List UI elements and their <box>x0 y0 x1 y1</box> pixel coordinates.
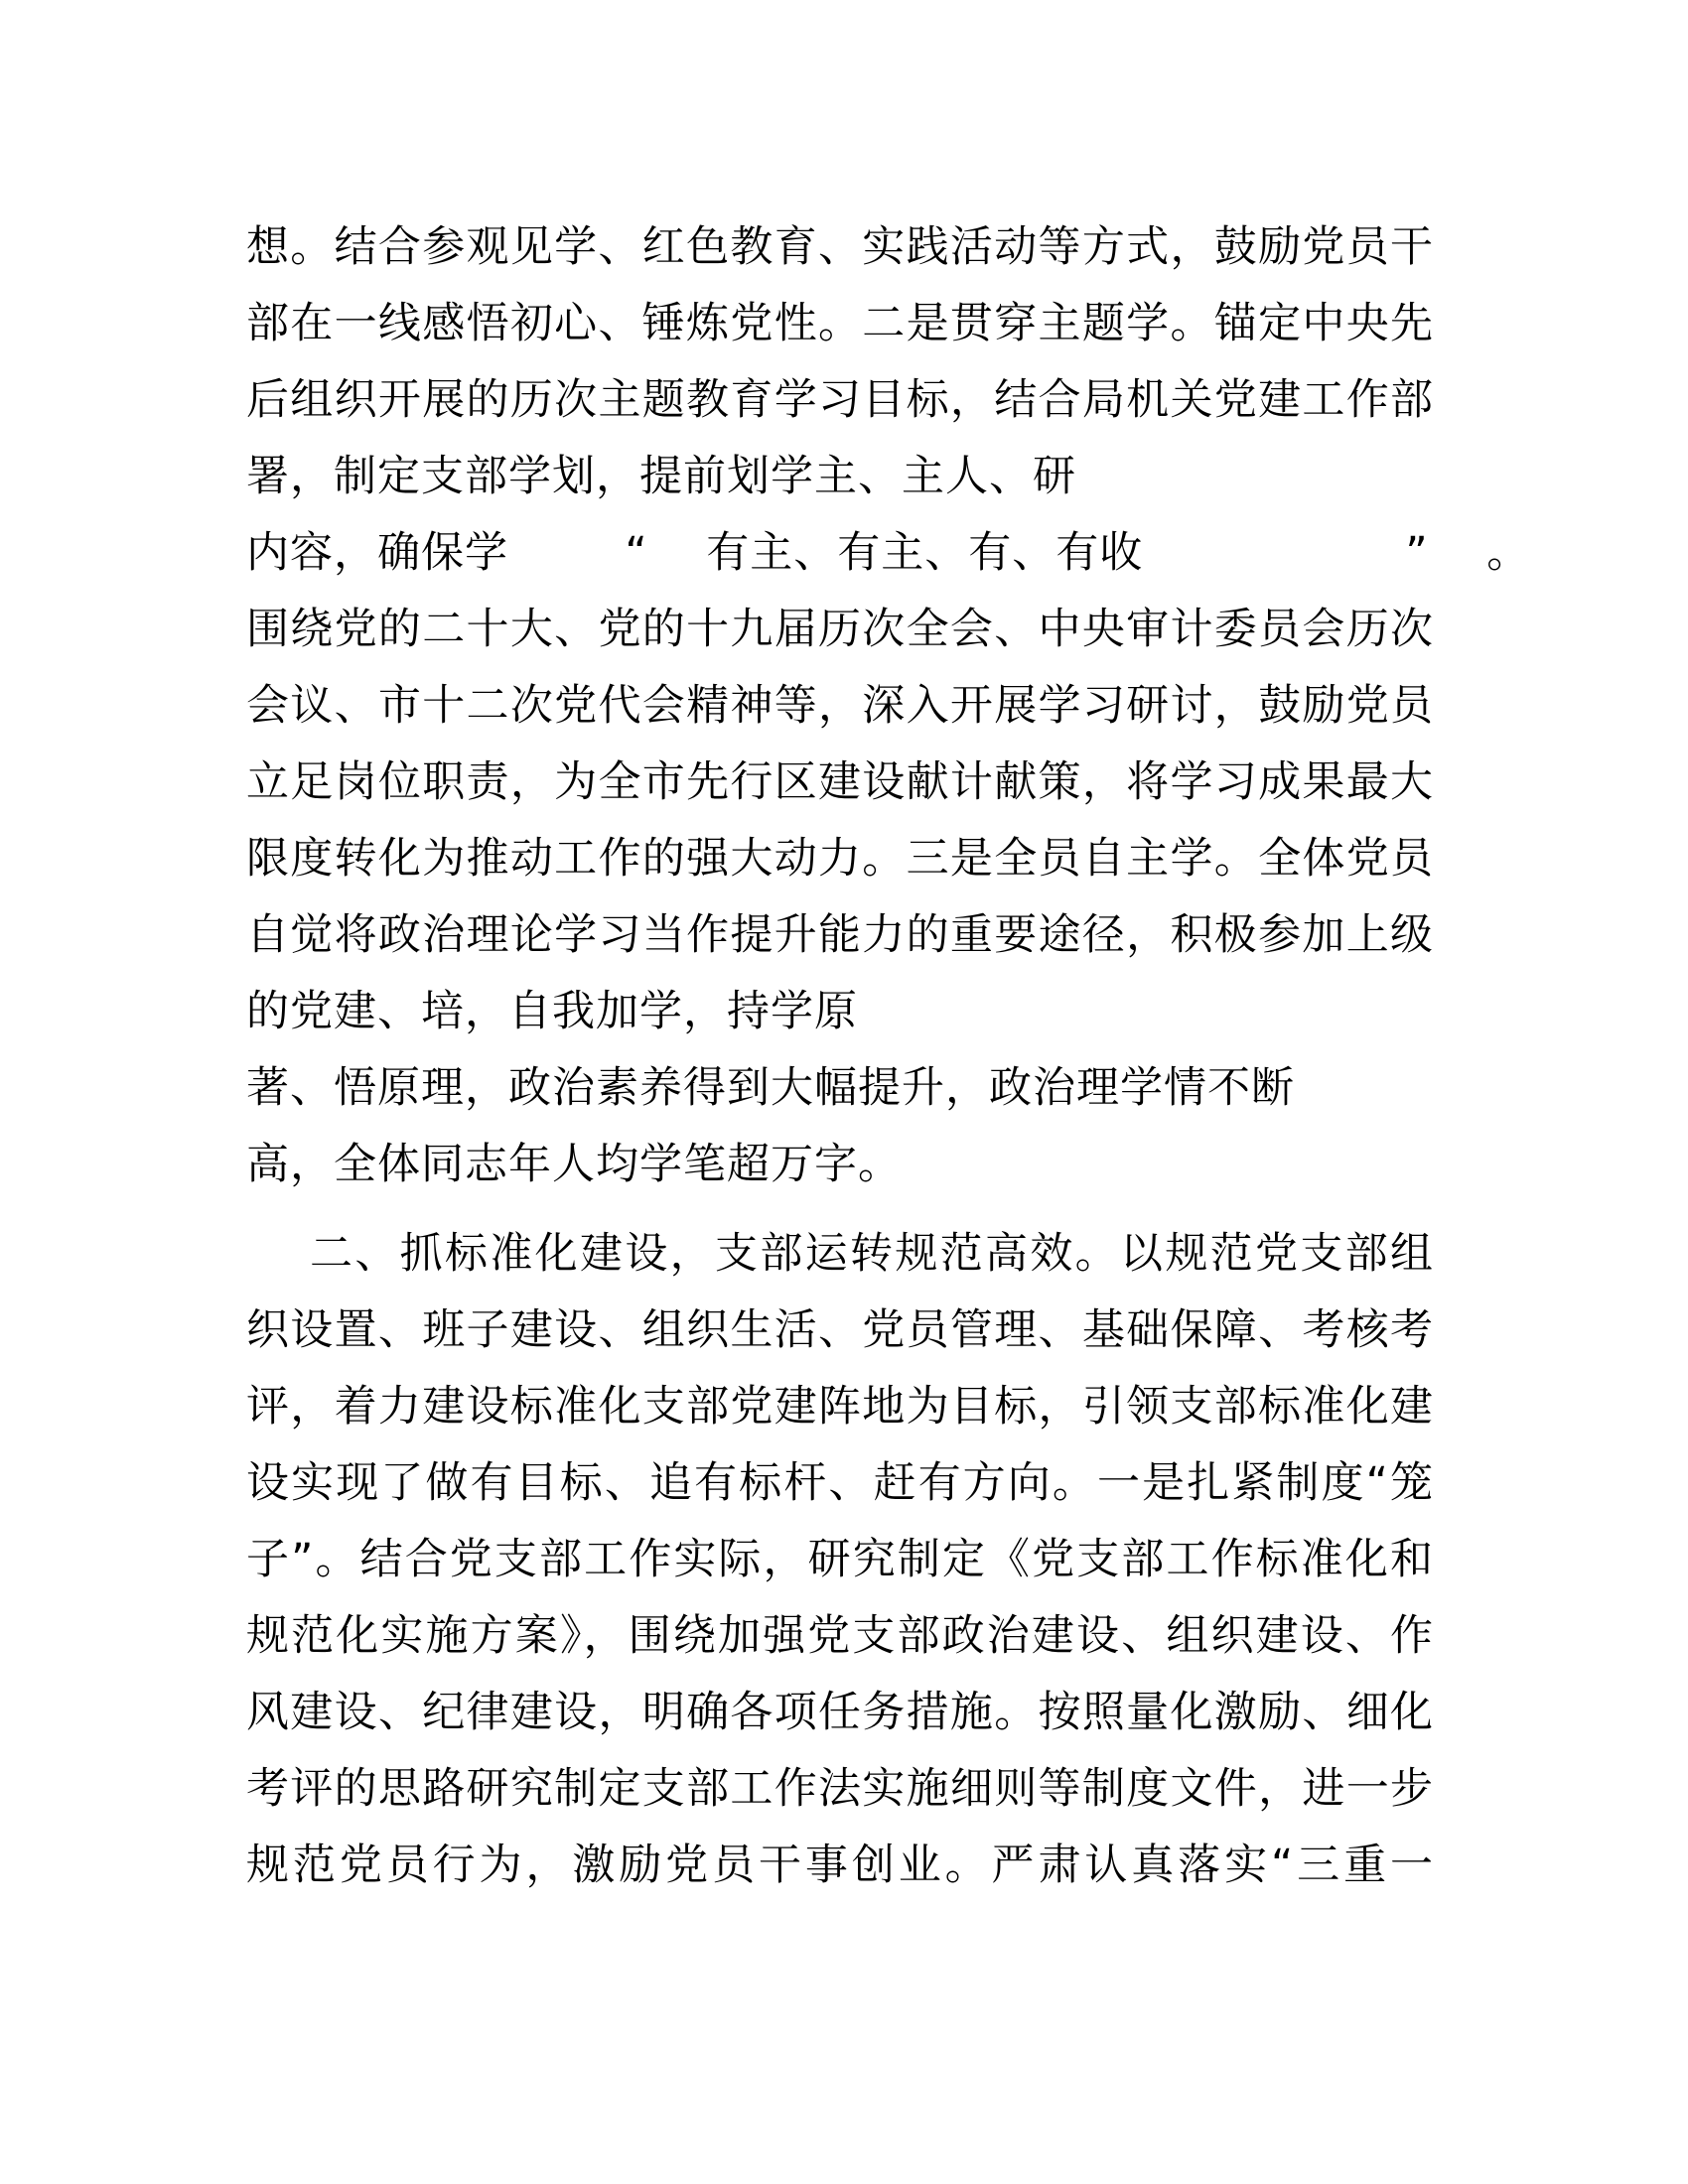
text-line-3: 后组织开展的历次主题教育学习目标，结合局机关党建工作部 <box>246 375 1434 425</box>
text-line-8: 立足岗位职责，为全市先行区建设献计献策，将学习成果最大 <box>246 757 1434 807</box>
text-line-14: 二、抓标准化建设，支部运转规范高效。以规范党支部组 <box>246 1229 1434 1279</box>
text-line-21: 考评的思路研究制定支部工作法实施细则等制度文件，进一步 <box>246 1764 1434 1814</box>
text-line-17: 设实现了做有目标、追有标杆、赶有方向。一是扎紧制度“笼 <box>246 1458 1434 1508</box>
text-line-11: 的党建、培，自我加学，持学原 <box>246 987 858 1036</box>
text-line-12: 著、悟原理，政治素养得到大幅提升，政治理学情不断 <box>246 1063 1295 1113</box>
text-line-7: 会议、市十二次党代会精神等，深入开展学习研讨，鼓励党员 <box>246 681 1434 731</box>
text-line-4: 署，制定支部学划，提前划学主、主人、研 <box>246 452 1076 501</box>
text-line-5: 内容，确保学 “ 有主、有主、有、有收 ” 。 <box>246 528 1531 578</box>
text-line-18: 子”。结合党支部工作实际，研究制定《党支部工作标准化和 <box>246 1535 1434 1584</box>
text-line-2: 部在一线感悟初心、锤炼党性。二是贯穿主题学。锚定中央先 <box>246 299 1434 348</box>
text-line-16: 评，着力建设标准化支部党建阵地为目标，引领支部标准化建 <box>246 1382 1434 1432</box>
text-line-1: 想。结合参观见学、红色教育、实践活动等方式，鼓励党员干 <box>246 222 1434 272</box>
text-line-22: 规范党员行为，激励党员干事创业。严肃认真落实“三重一 <box>246 1841 1434 1890</box>
text-line-13: 高，全体同志年人均学笔超万字。 <box>246 1140 902 1189</box>
text-line-19: 规范化实施方案》，围绕加强党支部政治建设、组织建设、作 <box>246 1611 1434 1661</box>
text-line-9: 限度转化为推动工作的强大动力。三是全员自主学。全体党员 <box>246 834 1434 884</box>
text-line-20: 风建设、纪律建设，明确各项任务措施。按照量化激励、细化 <box>246 1688 1434 1737</box>
text-line-6: 围绕党的二十大、党的十九届历次全会、中央审计委员会历次 <box>246 605 1434 654</box>
text-line-10: 自觉将政治理论学习当作提升能力的重要途径，积极参加上级 <box>246 910 1434 960</box>
text-line-15: 织设置、班子建设、组织生活、党员管理、基础保障、考核考 <box>246 1305 1434 1355</box>
